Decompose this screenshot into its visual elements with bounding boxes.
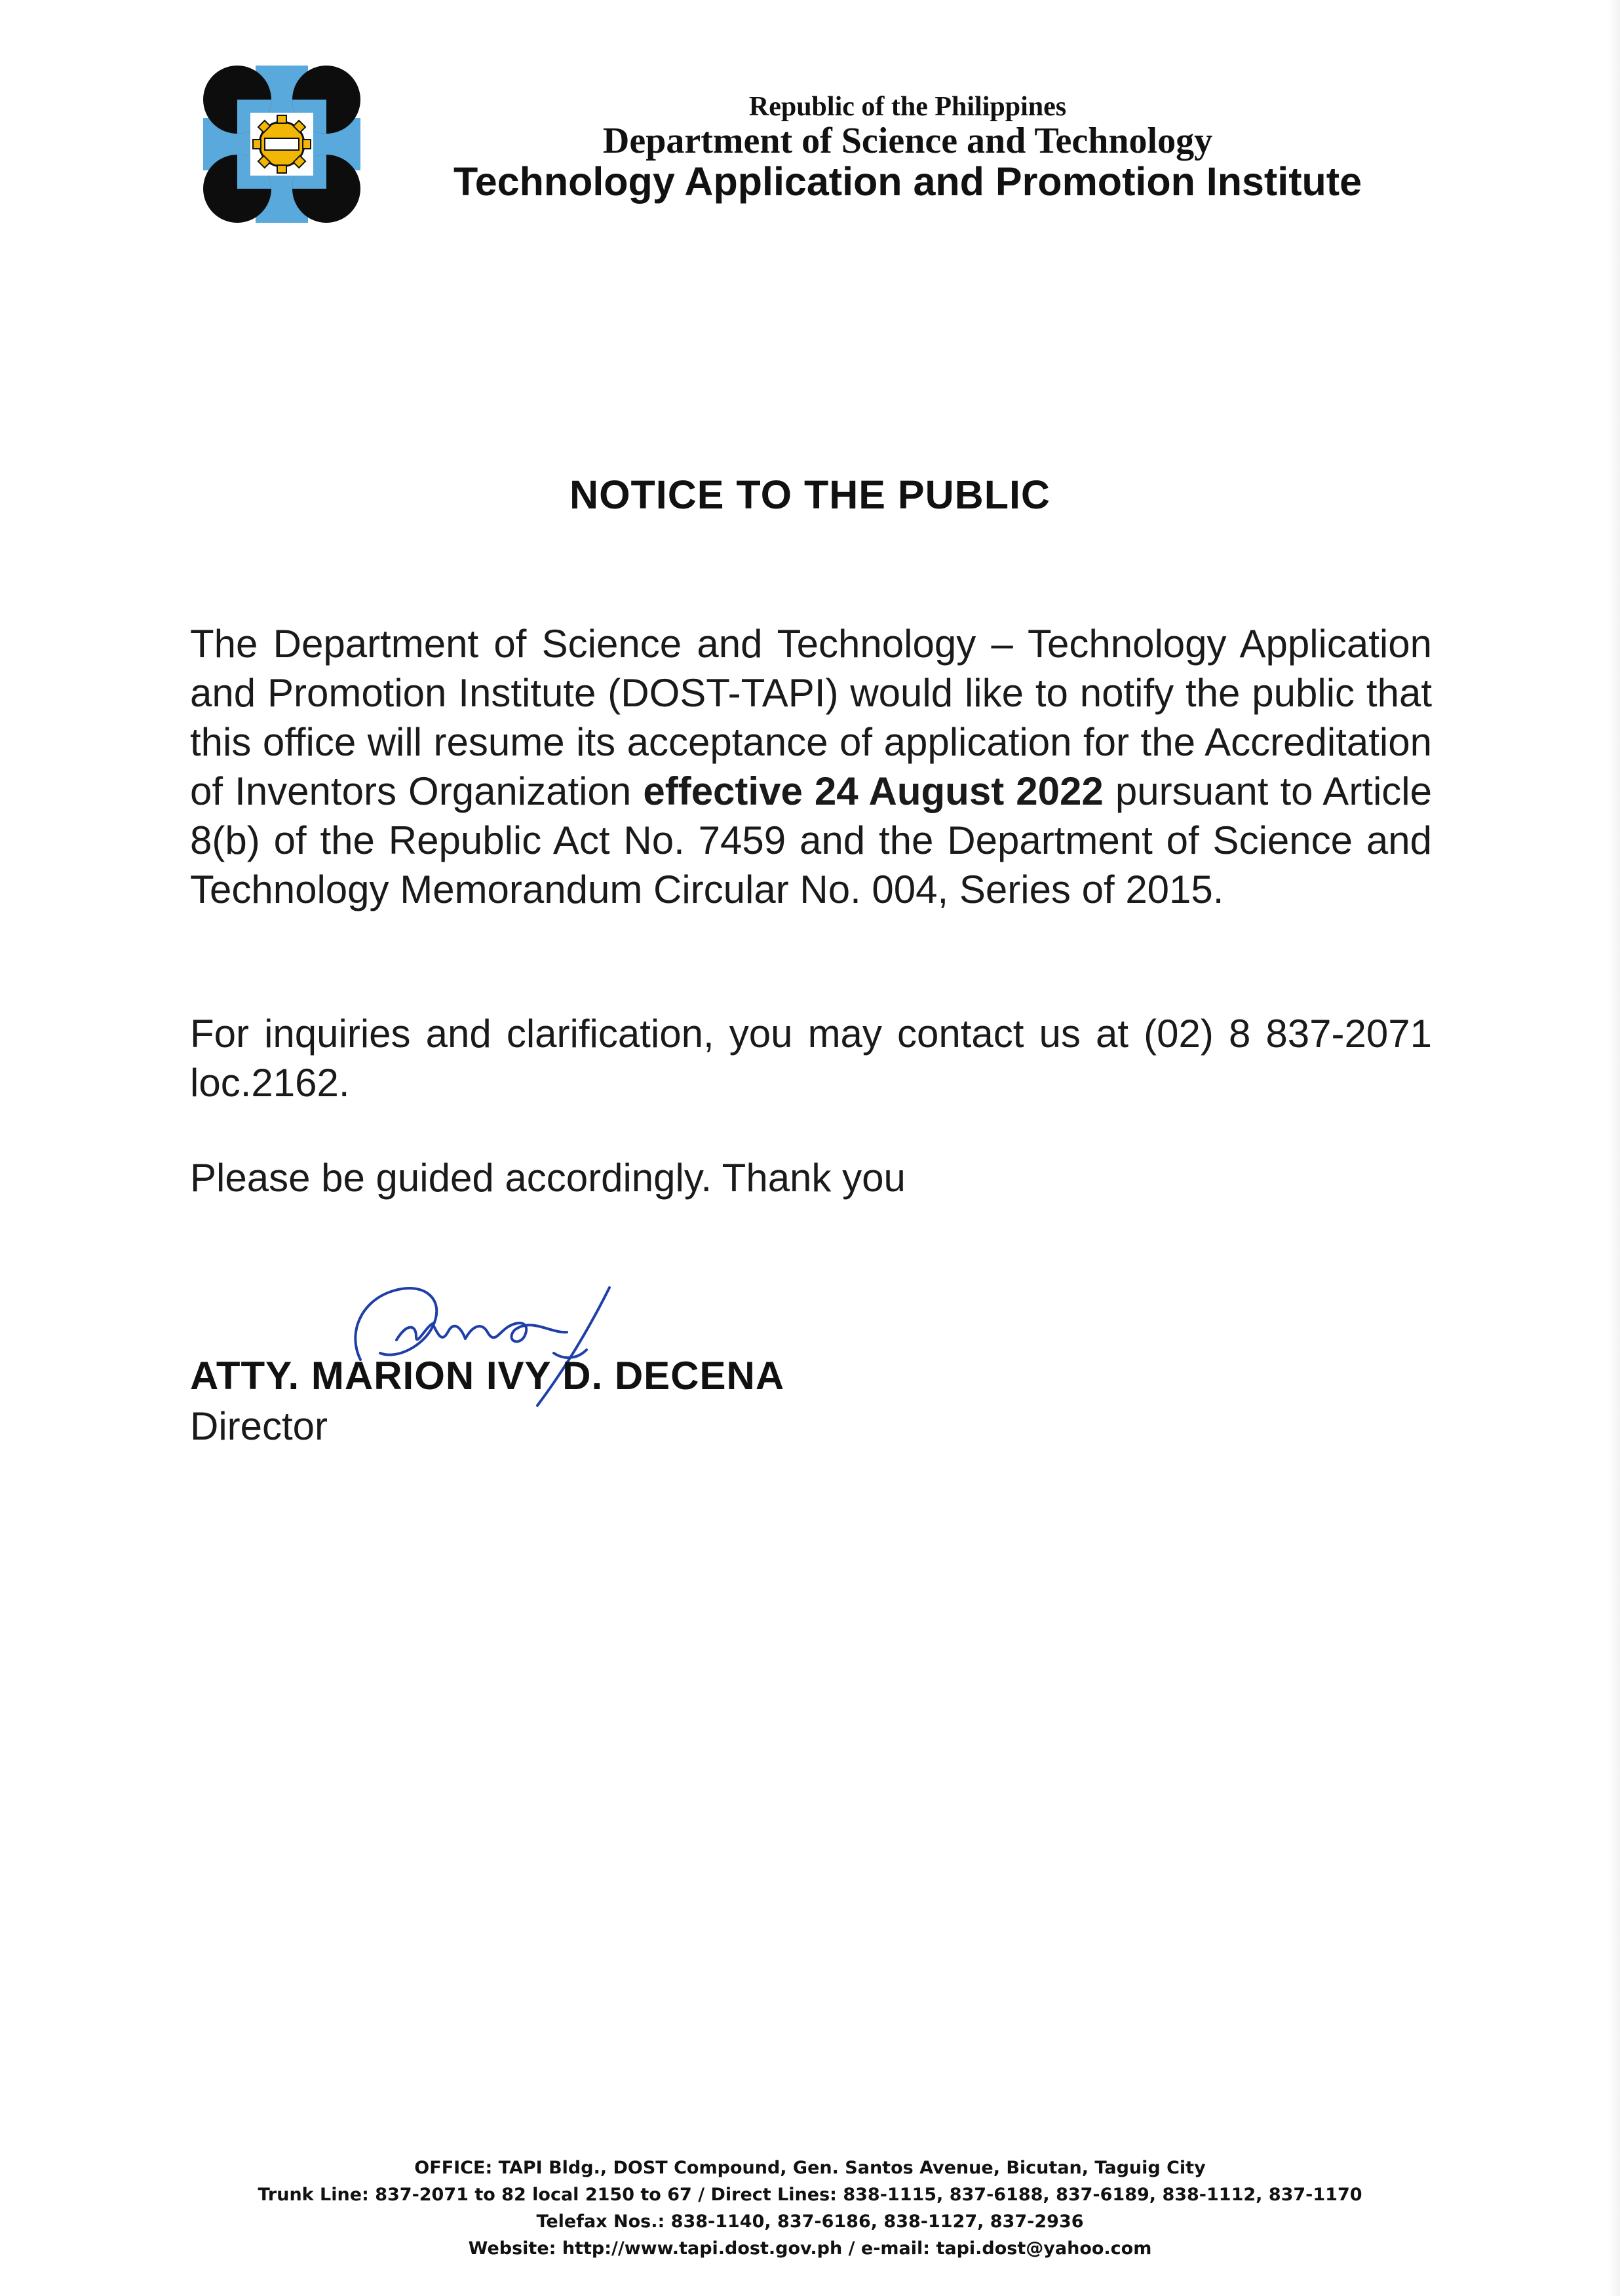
footer-trunk-line: Trunk Line: 837-2071 to 82 local 2150 to 67 / Direct Lines: 838-1115, 837-6188, 837-6189, 838-1112, 837-1170 xyxy=(258,2185,1362,2205)
footer-contact-info xyxy=(0,2154,1620,2262)
tapi-dost-logo-icon xyxy=(203,66,360,223)
signatory-title: Director xyxy=(190,1404,328,1448)
footer-website-email: Website: http://www.tapi.dost.gov.ph / e-mail: tapi.dost@yahoo.com xyxy=(468,2238,1152,2259)
notice-effective-date: effective 24 August 2022 xyxy=(643,769,1104,813)
header-department: Department of Science and Technology xyxy=(602,121,1213,162)
notice-closing-line: Please be guided accordingly. Thank you xyxy=(190,1156,906,1200)
signatory-name: ATTY. MARION IVY D. DECENA xyxy=(190,1354,785,1398)
header-institute: Technology Application and Promotion Institute xyxy=(453,159,1362,204)
notice-contact-paragraph: For inquiries and clarification, you may contact us at (02) 8 837-2071 loc.2162. xyxy=(190,1012,1432,1105)
letterhead xyxy=(367,92,1448,202)
notice-text-part1: The Department of Science and Technology – Technology Application and Promotion Institute (DOST-TAPI) would like to notify the public that this office will resume its acceptance of application for the Accreditation of Inventors Organization xyxy=(190,622,1432,813)
footer-telefax: Telefax Nos.: 838-1140, 837-6186, 838-1127, 837-2936 xyxy=(536,2211,1084,2232)
footer-office: OFFICE: TAPI Bldg., DOST Compound, Gen. Santos Avenue, Bicutan, Taguig City xyxy=(414,2158,1206,2178)
notice-title: NOTICE TO THE PUBLIC xyxy=(569,472,1051,517)
notice-main-paragraph xyxy=(190,619,1432,914)
notice-text-part2: pursuant to Article 8(b) of the Republic Act No. 7459 and the Department of Science and Technology Memorandum Circular No. 004, Series of 2015. xyxy=(190,769,1433,911)
page-edge-shadow xyxy=(1608,0,1620,2296)
header-republic: Republic of the Philippines xyxy=(748,92,1067,122)
